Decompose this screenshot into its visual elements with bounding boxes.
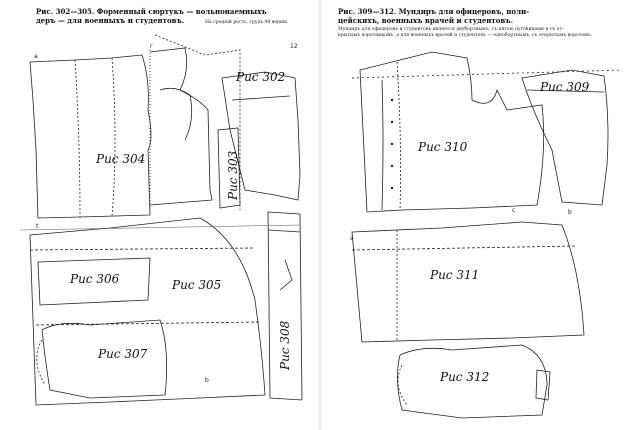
fig309-label: Рис 309	[540, 80, 590, 94]
mark-b2: b	[568, 209, 572, 216]
left-page	[0, 0, 318, 430]
pattern-skirt-305	[30, 218, 265, 405]
fig308-label: Рис 308	[278, 320, 292, 370]
pattern-front-panel	[150, 48, 212, 205]
right-note-line1: Мундиръ для офицеровъ и студентовъ является двубортнымъ, съ пятью пуговицами и съ от-	[338, 27, 564, 32]
mark-t: t	[36, 223, 39, 230]
fig312-label: Рис 312	[440, 370, 490, 384]
right-title-line1: Рис. 309—312. Мундиръ для офицеровъ, поли-	[338, 7, 530, 16]
mark-r: r	[150, 43, 153, 50]
mark-a2: a	[350, 235, 354, 242]
fig307-label: Рис 307	[98, 347, 148, 361]
right-pattern-drawings	[322, 0, 640, 430]
fig311-label: Рис 311	[430, 268, 480, 282]
pattern-skirt-311	[352, 222, 584, 342]
pattern-back-panel	[30, 55, 151, 218]
fig304-label: Рис 304	[96, 152, 146, 166]
button-dots	[391, 99, 393, 189]
fig306-label: Рис 306	[70, 272, 120, 286]
right-page	[322, 0, 640, 430]
pattern-strip-308	[268, 212, 302, 400]
fig302-label: Рис 302	[236, 70, 286, 84]
pattern-bodice-310	[360, 52, 544, 212]
mark-a: a	[34, 53, 38, 60]
left-pattern-drawings	[0, 0, 318, 430]
mark-12: 12	[290, 43, 298, 50]
left-note: На средній рость, грудь 48 вершк.	[205, 20, 289, 25]
mark-b: b	[205, 377, 209, 384]
right-title-line2: цейскихъ, военныхъ врачей и студентовъ.	[338, 16, 514, 25]
left-title-line2: деръ — для военныхъ и студентовъ.	[36, 16, 185, 25]
mark-c: c	[512, 207, 516, 214]
right-note-line2: крытымъ воротникомъ, а для военныхъ врачей и студентовъ — однобортнымъ, съ открытымъ воротомъ.	[338, 33, 593, 38]
left-title-line1: Рис. 302—305. Форменный сюртукъ — вольнонаемныхъ	[36, 7, 267, 16]
fig303-label: Рис 303	[226, 150, 240, 200]
fig305-label: Рис 305	[172, 278, 222, 292]
fig310-label: Рис 310	[418, 140, 468, 154]
